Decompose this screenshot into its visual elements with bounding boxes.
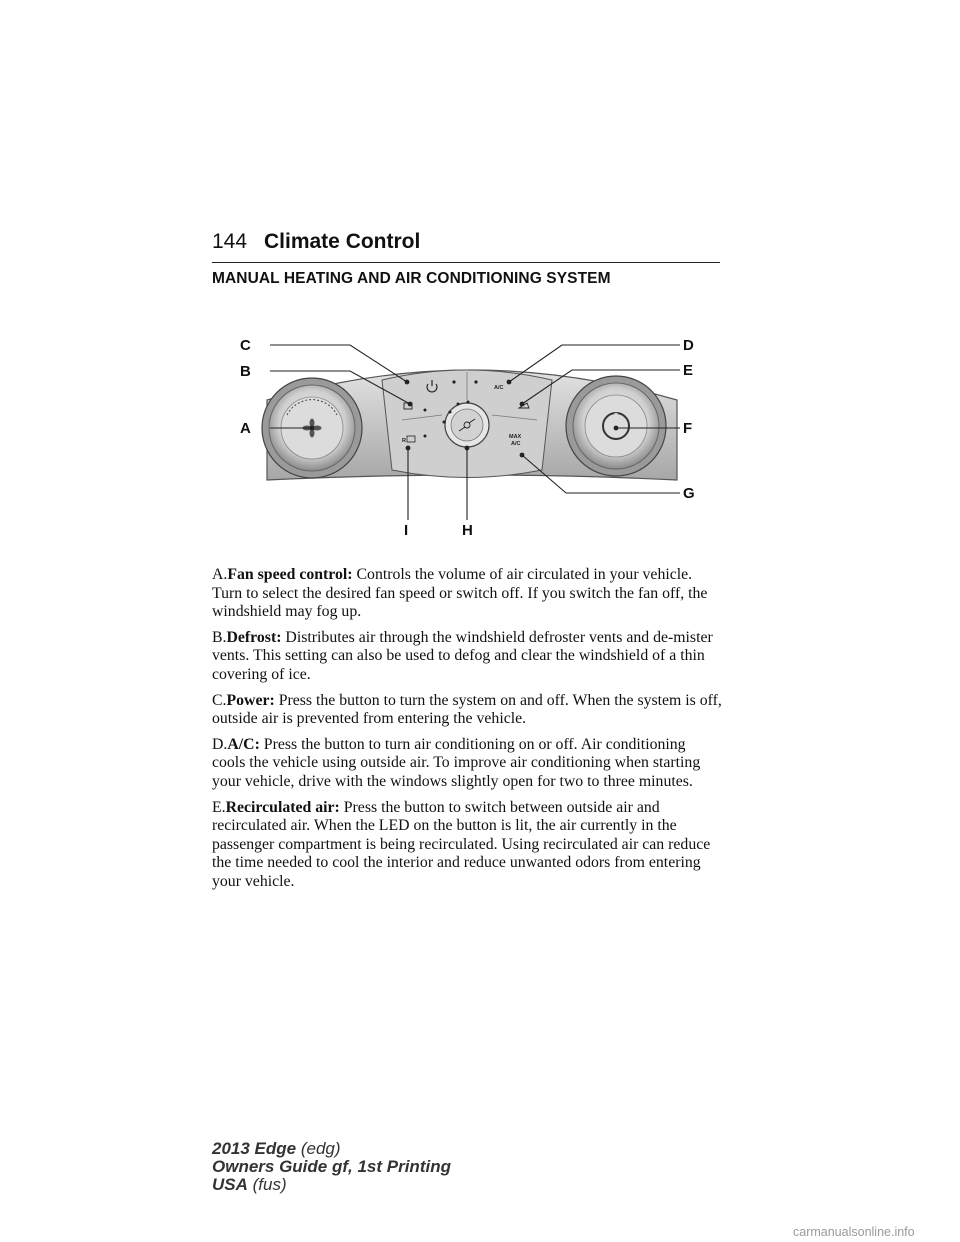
callout-e: E <box>683 362 694 379</box>
callout-g: G <box>683 485 695 502</box>
rear-defrost-label: R <box>402 438 406 444</box>
callout-c: C <box>240 337 251 354</box>
callout-i: I <box>404 522 409 539</box>
chapter-title: Climate Control <box>264 230 421 253</box>
control-descriptions <box>212 566 722 899</box>
page-header <box>212 230 720 263</box>
item-fan-speed: A.Fan speed control: Controls the volume of air circulated in your vehicle. Turn to select the desired fan speed or switch off. If you switch the fan off, the windshield may fog up. <box>212 566 708 621</box>
max-ac-label: A/C <box>511 441 521 447</box>
item-power: C.Power: Press the button to turn the system on and off. When the system is off, outside air is prevented from entering the vehicle. <box>212 691 722 728</box>
footer-model-code: (edg) <box>296 1139 341 1158</box>
callout-b: B <box>240 363 251 380</box>
callout-f: F <box>683 420 693 437</box>
item-recirculated-air: E.Recirculated air: Press the button to switch between outside air and recirculated air. When the LED on the button is lit, the air currently in the passenger compartment is being recirculated. Using recirculated air can reduce the time needed to cool the interior and reduce unwanted odors from entering your vehicle. <box>212 798 711 890</box>
watermark: carmanualsonline.info <box>793 1225 915 1239</box>
item-defrost: B.Defrost: Distributes air through the windshield defroster vents and de-mister vents. This setting can also be used to defog and clear the windshield of a thin covering of ice. <box>212 628 713 683</box>
footer-region: USA <box>212 1175 248 1194</box>
page-number: 144 <box>212 230 248 253</box>
page-footer <box>212 1140 451 1194</box>
climate-control-panel-figure <box>232 330 712 545</box>
footer-region-code: (fus) <box>247 1175 287 1194</box>
footer-guide: Owners Guide gf, 1st Printing <box>212 1157 451 1176</box>
callout-a: A <box>240 420 251 437</box>
section-title: MANUAL HEATING AND AIR CONDITIONING SYSTEM <box>212 270 611 287</box>
callout-d: D <box>683 337 694 354</box>
footer-model: 2013 Edge <box>212 1139 297 1158</box>
ac-button-label: A/C <box>494 385 504 391</box>
max-label: MAX <box>509 434 522 440</box>
item-ac: D.A/C: Press the button to turn air conditioning on or off. Air conditioning cools the vehicle using outside air. To improve air conditioning when starting your vehicle, drive with the windows slightly open for two to three minutes. <box>212 735 701 790</box>
callout-h: H <box>462 522 473 539</box>
